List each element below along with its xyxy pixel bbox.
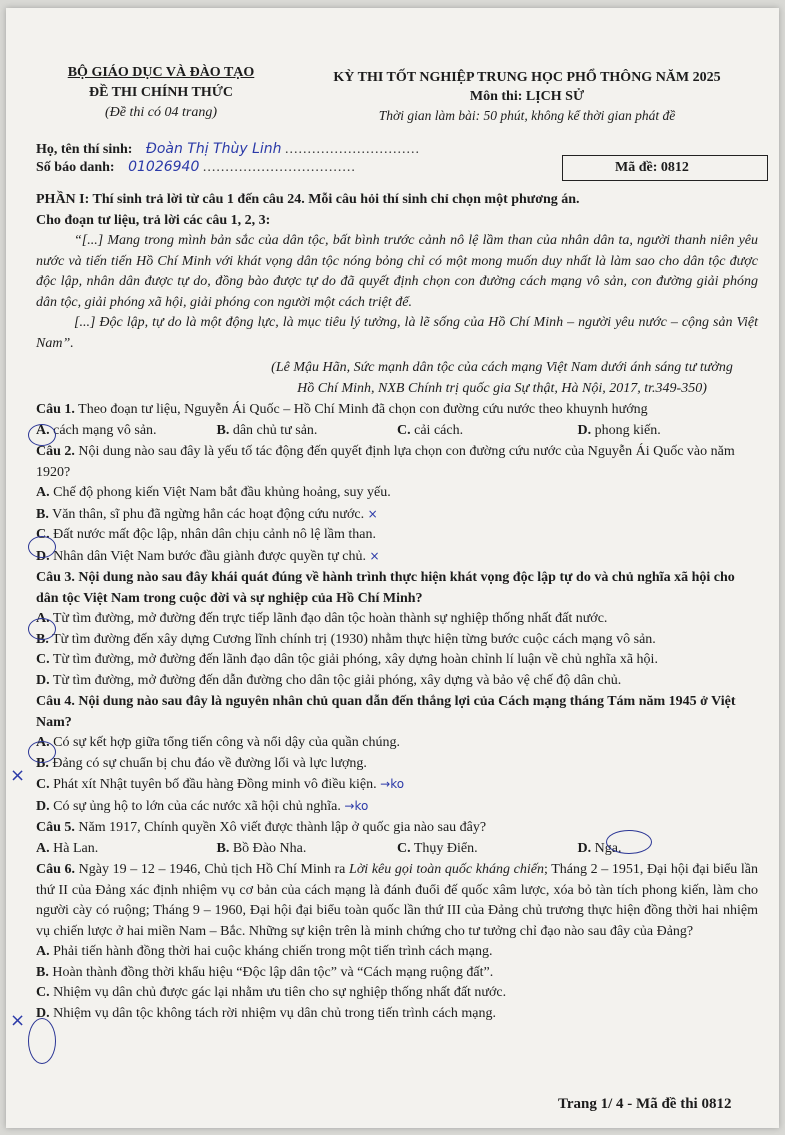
question-number: Câu 6.: [36, 862, 76, 877]
name-label: Họ, tên thí sinh:: [36, 142, 133, 157]
question-stem: Theo đoạn tư liệu, Nguyễn Ái Quốc – Hồ Chí Minh đã chọn con đường cứu nước theo khuynh hướng: [74, 402, 648, 417]
question-stem: Nội dung nào sau đây khái quát đúng về hành trình thực hiện khát vọng độc lập tự do và chủ nghĩa xã hội cho dân tộc Việt Nam trong cuộc đời và sự nghiệp của Hồ Chí Minh?: [36, 570, 735, 606]
option-text: Nhiệm vụ dân tộc không tách rời nhiệm vụ dân chủ trong tiến trình cách mạng.: [53, 1005, 496, 1021]
option-text: Nga.: [594, 840, 622, 856]
question-1: [36, 400, 758, 421]
question-number: Câu 3.: [36, 570, 75, 585]
passage-source: (Lê Mậu Hãn, Sức mạnh dân tộc của cách mạng Việt Nam dưới ánh sáng tư tưởng: [271, 360, 733, 375]
option-text: Phải tiến hành đồng thời hai cuộc kháng chiến trong một tiến trình cách mạng.: [53, 944, 493, 959]
part-instruction: PHẦN I: Thí sinh trả lời từ câu 1 đến câu 24. Mỗi câu hỏi thí sinh chỉ chọn một phương án.: [36, 192, 580, 207]
question-stem: Ngày 19 – 12 – 1946, Chủ tịch Hồ Chí Minh ra: [75, 862, 350, 877]
option-label: A.: [36, 422, 50, 438]
question-stem: Năm 1917, Chính quyền Xô viết được thành lập ở quốc gia nào sau đây?: [74, 820, 487, 835]
option-text: Từ tìm đường, mở đường đến lãnh đạo dân tộc giải phóng, xây dựng hoàn chỉnh lí luận về chủ nghĩa xã hội.: [52, 652, 658, 667]
header-right: [292, 68, 762, 125]
option-text: Đất nước mất độc lập, nhân dân chịu cảnh nô lệ lầm than.: [53, 527, 377, 542]
question-number: Câu 1.: [36, 402, 75, 417]
question-4: [36, 692, 758, 733]
option-b[interactable]: [36, 504, 758, 526]
option-label: C.: [36, 985, 50, 1000]
option-label: A.: [36, 611, 50, 626]
option-label: C.: [36, 777, 50, 792]
option-text: Nhiệm vụ dân chủ được gác lại nhằm ưu tiên cho sự nghiệp thống nhất đất nước.: [53, 985, 507, 1000]
question-1-options: [36, 421, 758, 442]
option-text: Từ tìm đường đến xây dựng Cương lĩnh chính trị (1930) nhằm thực hiện từng bước cuộc cách mạng vô sản.: [52, 631, 656, 647]
question-number: Câu 5.: [36, 820, 75, 835]
option-b[interactable]: [217, 839, 398, 860]
option-d[interactable]: [578, 421, 759, 442]
question-stem: ; Tháng 2 – 1951, Đại hội đại biểu lần thứ II của Đảng xác định nhiệm vụ cơ bản của cách mạng là đánh đuổi đế quốc xâm lược, xóa bỏ tàn tích phong kiến, làm cho người cày có ruộng; Tháng 9 – 1960, Đại hội đại biểu toàn quốc lần thứ III của Đảng chủ trương thực hiện đồng thời hai nhiệm vụ chiến lược ở hai miền Nam – Bắc. Những sự kiện trên là minh chứng cho tư tưởng chỉ đạo nào sau đây của Đảng?: [36, 862, 758, 939]
passage-source: Hồ Chí Minh, NXB Chính trị quốc gia Sự thật, Hà Nội, 2017, tr.349-350): [297, 380, 707, 396]
official-label: ĐỀ THI CHÍNH THỨC: [88, 85, 234, 100]
id-value: 01026940: [128, 159, 200, 175]
option-d[interactable]: [36, 671, 758, 692]
option-label: B.: [216, 422, 230, 438]
option-label: B.: [36, 631, 49, 647]
option-text: Đảng có sự chuẩn bị chu đáo về đường lối và lực lượng.: [52, 755, 367, 771]
option-c[interactable]: [36, 525, 758, 546]
passage-intro: Cho đoạn tư liệu, trả lời các câu 1, 2, 3:: [36, 212, 271, 228]
margin-cross-icon: ×: [10, 765, 26, 786]
option-label: C.: [397, 840, 411, 856]
option-text: Có sự ủng hộ to lớn của các nước xã hội chủ nghĩa.: [53, 798, 341, 814]
option-label: C.: [36, 652, 50, 667]
option-c[interactable]: [36, 983, 758, 1004]
answer-circle-icon: [28, 618, 56, 640]
option-b[interactable]: [36, 963, 758, 984]
option-b[interactable]: [217, 421, 398, 442]
option-a[interactable]: [36, 483, 758, 504]
option-label: C.: [397, 422, 411, 438]
candidate-name-row: [36, 141, 420, 158]
option-text: dân chủ tư sản.: [232, 422, 318, 438]
dots: ..............................: [285, 142, 421, 157]
option-c[interactable]: [36, 650, 758, 671]
option-label: A.: [36, 485, 50, 500]
option-label: A.: [36, 840, 50, 856]
answer-circle-icon: [28, 536, 56, 558]
option-a[interactable]: [36, 839, 217, 860]
option-text: phong kiến.: [594, 422, 661, 438]
option-text: Có sự kết hợp giữa tổng tiến công và nổi dậy của quần chúng.: [53, 735, 400, 750]
option-d[interactable]: [578, 839, 759, 860]
option-label: D.: [36, 672, 50, 688]
question-stem-italic: Lời kêu gọi toàn quốc kháng chiến: [349, 862, 544, 877]
annotation-note: →ko: [380, 777, 405, 791]
option-d[interactable]: [36, 546, 758, 568]
option-label: A.: [36, 735, 50, 750]
option-a[interactable]: [36, 609, 758, 630]
option-text: Chế độ phong kiến Việt Nam bắt đầu khủng hoảng, suy yếu.: [53, 485, 391, 500]
answer-circle-icon: [28, 424, 56, 446]
option-text: Văn thân, sĩ phu đã ngừng hẳn các hoạt động cứu nước.: [52, 506, 365, 522]
candidate-id-row: [36, 159, 356, 176]
cross-mark: ×: [369, 548, 380, 563]
question-number: Câu 4.: [36, 694, 75, 709]
option-text: cải cách.: [414, 422, 464, 438]
id-label: Số báo danh:: [36, 160, 115, 175]
option-c[interactable]: [36, 774, 758, 796]
option-text: Thụy Điển.: [413, 840, 478, 856]
option-label: C.: [36, 527, 50, 542]
option-a[interactable]: [36, 733, 758, 754]
option-text: cách mạng vô sản.: [53, 422, 157, 438]
question-3: [36, 568, 758, 609]
option-a[interactable]: [36, 942, 758, 963]
option-label: B.: [36, 506, 49, 522]
option-label: D.: [577, 840, 592, 856]
subject: Môn thi: LỊCH SỬ: [469, 89, 585, 104]
option-text: Từ tìm đường, mở đường đến trực tiếp lãnh đạo dân tộc hoàn thành sự nghiệp thống nhất đất nước.: [52, 611, 608, 626]
option-text: Hà Lan.: [53, 840, 99, 856]
option-d[interactable]: [36, 1004, 758, 1025]
option-label: D.: [577, 422, 592, 438]
passage-paragraph: [...] Độc lập, tự do là một động lực, là mục tiêu lý tưởng, là lẽ sống của Hồ Chí Minh – người yêu nước – cộng sản Việt Nam”.: [36, 315, 758, 351]
cross-mark: ×: [367, 506, 378, 521]
question-5: [36, 818, 758, 839]
option-text: Bồ Đào Nha.: [232, 840, 307, 856]
time-limit: Thời gian làm bài: 50 phút, không kể thời gian phát đề: [378, 108, 676, 123]
passage-paragraph: “[...] Mang trong mình bản sắc của dân tộc, bất bình trước cảnh nô lệ lầm than của nhân dân ta, người thanh niên yêu nước và tiến tiến Hồ Chí Minh với khát vọng dân tộc nóng bỏng chỉ có một mong muốn duy nhất là làm sao cho dân tộc được độc lập, nhân dân được tự do, đồng bào được tự do đã quyết định chọn con đường cách mạng vô sản, con đường giải phóng dân tộc, giải phóng xã hội, giải phóng con người một cách triệt để.: [36, 233, 758, 310]
option-text: Nhân dân Việt Nam bước đầu giành được quyền tự chủ.: [53, 548, 367, 564]
answer-circle-icon: [28, 741, 56, 763]
answer-circle-icon: [606, 830, 652, 854]
option-label: B.: [36, 964, 49, 980]
option-text: Phát xít Nhật tuyên bố đầu hàng Đồng minh vô điều kiện.: [53, 777, 377, 792]
margin-cross-icon: ×: [10, 1010, 26, 1031]
option-text: Từ tìm đường, mở đường đến dẫn đường cho dân tộc giải phóng, xây dựng và bảo vệ chế độ dân chủ.: [52, 672, 622, 688]
question-2: [36, 442, 758, 483]
question-number: Câu 2.: [36, 444, 75, 459]
page-count: (Đề thi có 04 trang): [105, 105, 217, 120]
exam-title: KỲ THI TỐT NGHIỆP TRUNG HỌC PHỔ THÔNG NĂM 2025: [333, 70, 721, 85]
option-text: Hoàn thành đồng thời khẩu hiệu “Độc lập dân tộc” và “Cách mạng ruộng đất”.: [52, 964, 494, 980]
exam-page: [6, 8, 779, 1128]
answer-circle-icon: [28, 1018, 56, 1064]
option-label: B.: [216, 840, 230, 856]
option-c[interactable]: [397, 421, 578, 442]
option-label: D.: [36, 548, 50, 564]
page-footer: Trang 1/ 4 - Mã đề thi 0812: [558, 1096, 732, 1112]
annotation-note: →ko: [344, 798, 369, 813]
option-label: D.: [36, 798, 50, 814]
option-d[interactable]: [36, 796, 758, 818]
option-label: A.: [36, 944, 50, 959]
option-b[interactable]: [36, 630, 758, 651]
header-left: [36, 63, 286, 123]
option-label: B.: [36, 755, 49, 771]
option-c[interactable]: [397, 839, 578, 860]
option-label: D.: [36, 1005, 50, 1021]
question-stem: Nội dung nào sau đây là nguyên nhân chủ quan dẫn đến thắng lợi của Cách mạng tháng Tám năm 1945 ở Việt Nam?: [36, 694, 736, 730]
question-stem: Nội dung nào sau đây là yếu tố tác động đến quyết định lựa chọn con đường cứu nước của Nguyễn Ái Quốc vào năm 1920?: [36, 444, 735, 480]
option-b[interactable]: [36, 754, 758, 775]
exam-code-box: Mã đề: 0812: [562, 155, 768, 181]
option-a[interactable]: [36, 421, 217, 442]
dots: ..................................: [202, 160, 356, 175]
ministry-name: BỘ GIÁO DỤC VÀ ĐÀO TẠO: [67, 65, 255, 80]
exam-body: [36, 190, 758, 1024]
question-6: [36, 860, 758, 942]
name-value: Đoàn Thị Thùy Linh: [145, 141, 282, 157]
